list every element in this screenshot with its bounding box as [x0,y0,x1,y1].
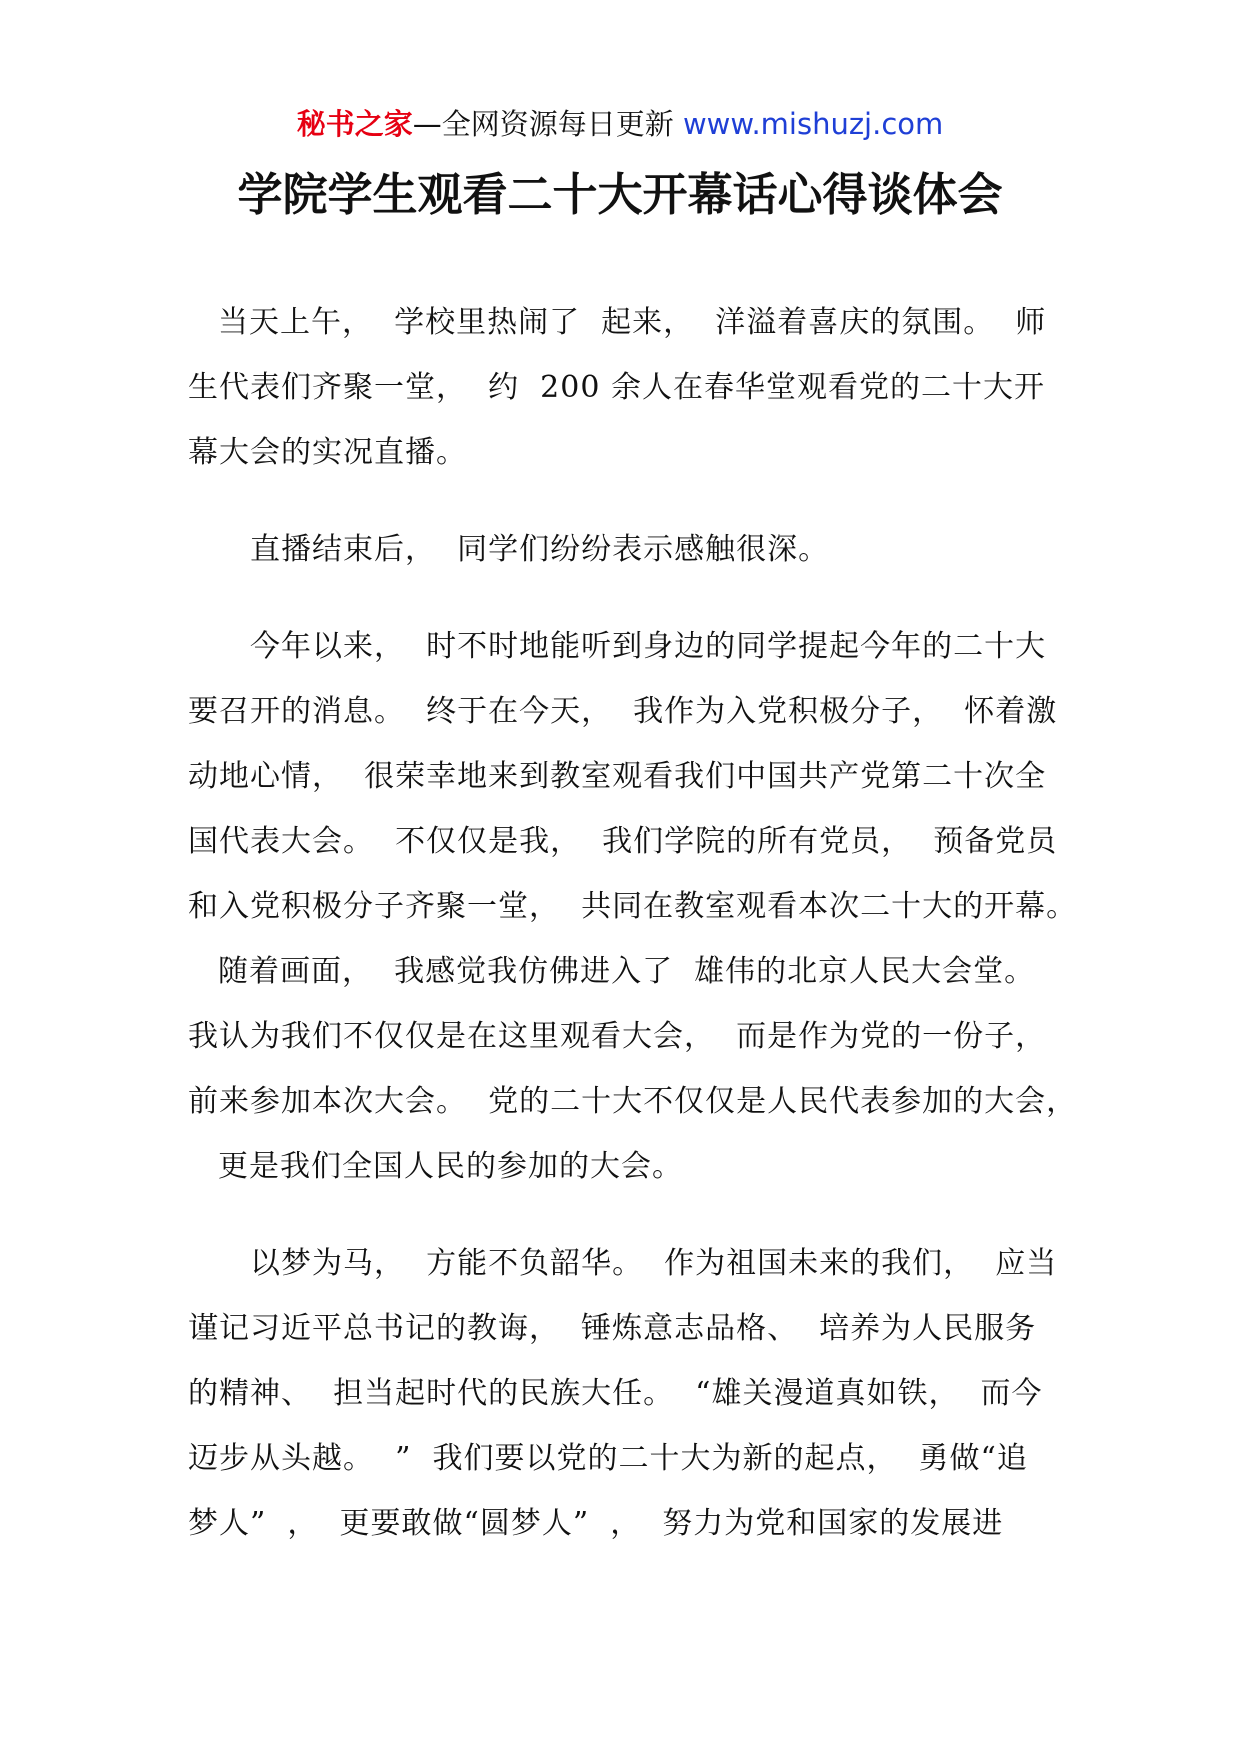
paragraph-3 [188,614,1078,1199]
text-line: 前来参加本次大会。 党的二十大不仅仅是人民代表参加的大会， [188,1084,1078,1119]
document-body [188,290,1078,1588]
text-line: 今年以来， 时不时地能听到身边的同学提起今年的二十大 [250,629,1047,664]
text-line: 更是我们全国人民的参加的大会。 [218,1149,683,1184]
text-line: 和入党积极分子齐聚一堂， 共同在教室观看本次二十大的开幕。 [188,889,1078,924]
text-line: 直播结束后， 同学们纷纷表示感触很深。 [250,532,830,567]
text-line: 我认为我们不仅仅是在这里观看大会， 而是作为党的一份子， [188,1019,1047,1054]
site-brand-name: 秘书之家 [296,107,413,141]
document-title: 学院学生观看二十大开幕话心得谈体会 [237,168,1003,221]
paragraph-1 [188,290,1068,485]
text-line: 迈步从头越。 ” 我们要以党的二十大为新的起点， 勇做“追 [188,1441,1028,1476]
text-line: 的精神、 担当起时代的民族大任。 “雄关漫道真如铁， 而今 [188,1376,1043,1411]
text-line: 要召开的消息。 终于在今天， 我作为入党积极分子， 怀着激 [188,694,1058,729]
text-line: 谨记习近平总书记的教诲， 锤炼意志品格、 培养为人民服务 [188,1311,1037,1346]
site-url-link[interactable]: www.mishuzj.com [682,107,944,141]
text-line: 以梦为马， 方能不负韶华。 作为祖国未来的我们， 应当 [250,1246,1058,1281]
paragraph-2 [188,517,1068,582]
text-line: 随着画面， 我感觉我仿佛进入了 雄伟的北京人民大会堂。 [218,954,1036,989]
site-slogan: —全网资源每日更新 [412,107,674,141]
text-line: 当天上午， 学校里热闹了 起来， 洋溢着喜庆的氛围。 师 [218,305,1047,340]
text-line: 国代表大会。 不仅仅是我， 我们学院的所有党员， 预备党员 [188,824,1058,859]
paragraph-4 [188,1231,1068,1556]
text-line: 生代表们齐聚一堂， 约 200 余人在春华堂观看党的二十大开 [188,370,1045,405]
text-line: 幕大会的实况直播。 [188,435,467,470]
site-banner [0,104,1240,144]
text-line: 梦人” ， 更要敢做“圆梦人” ， 努力为党和国家的发展进 [188,1506,1004,1541]
text-line: 动地心情， 很荣幸地来到教室观看我们中国共产党第二十次全 [188,759,1047,794]
